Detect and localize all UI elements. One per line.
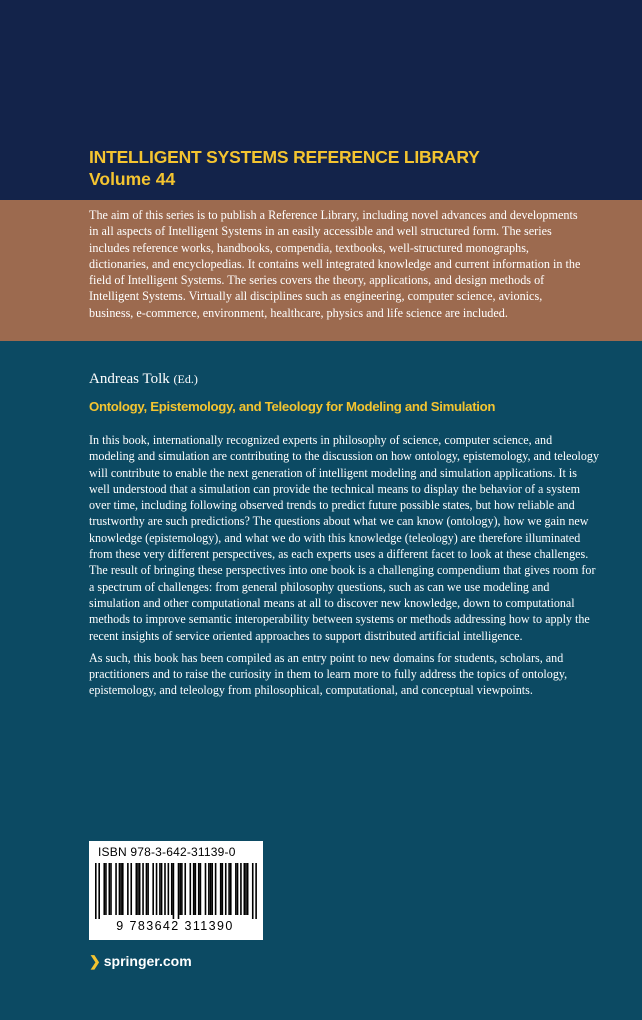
series-volume: Volume 44 (89, 169, 176, 189)
barcode-bar (146, 863, 148, 915)
chevron-right-icon: ❯ (89, 952, 101, 969)
barcode-bar (161, 863, 163, 915)
barcode-bar (130, 863, 132, 915)
barcode-bar (237, 863, 239, 915)
barcode-bar (247, 863, 249, 915)
barcode-bar (252, 863, 254, 919)
barcode-bar (244, 863, 246, 915)
barcode-bar (147, 863, 149, 915)
barcode-bar (120, 863, 122, 915)
barcode-bar (211, 863, 213, 915)
isbn-label: ISBN 978-3-642-31139-0 (98, 845, 236, 859)
barcode-bar (173, 863, 175, 919)
barcode-bar (222, 863, 224, 915)
barcode-bar (235, 863, 237, 915)
book-blurb (89, 432, 599, 699)
barcode-bar (184, 863, 186, 915)
barcode-graphic (95, 863, 257, 919)
barcode-bar (127, 863, 129, 915)
blurb-paragraph: In this book, internationally recognized experts in philosophy of science, computer science, and modeling and simulation are contributing to the discussion on how ontology, epistemology, and teleology will contribute to enable the next generation of intelligent modeling and simulation applications. It is well understood that a simulation can provide the technical means to display the behavior of a system over time, including following observed trends to predict future possible states, but how reliable and trustworthy are such predictions? The questions about what we can know (ontology), how we gain new knowledge (epistemology), and what we do with this knowledge (teleology) are therefore illuminated from these very different perspectives, as each experts uses a different facet to look at these challenges. The result of bringing these perspectives into one book is a challenging compendium that gives room for a spectrum of challenges: from general philosophy questions, such as can we use modeling and simulation and other computational means at all to discover new knowledge, down to computational methods to improve semantic interoperability between systems or methods addressing how to apply the recent insights of service oriented approaches to support distributed artificial intelligence. (89, 433, 599, 643)
barcode-bar (228, 863, 230, 915)
barcode-bar (255, 863, 257, 919)
barcode-bar (210, 863, 212, 915)
barcode-bar (190, 863, 192, 915)
barcode-digits: 9 783642 311390 (116, 919, 234, 933)
barcode-bar (215, 863, 217, 915)
barcode-bar (152, 863, 154, 915)
barcode-bar (205, 863, 207, 915)
barcode-bar (137, 863, 139, 915)
barcode-bar (168, 863, 170, 915)
barcode-bar (109, 863, 111, 915)
barcode-bar (198, 863, 200, 915)
barcode-bar (245, 863, 247, 915)
author-name: Andreas Tolk (89, 371, 170, 387)
barcode-bar (95, 863, 97, 919)
author-line (89, 371, 198, 388)
series-description: The aim of this series is to publish a Reference Library, including novel advances and developments in all aspects of Intelligent Systems in an easily accessible and well structured form. The series includes reference works, handbooks, compendia, textbooks, well-structured monographs, dictionaries, and encyclopedias. It contains well integrated knowledge and current information in the field of Intelligent Systems. The series covers the theory, applications, and design methods of Intelligent Systems. Virtually all disciplines such as engineering, computer science, avionics, business, e-commerce, environment, healthcare, physics and life science are included. (89, 208, 581, 320)
barcode-bar (142, 863, 144, 915)
barcode-bar (200, 863, 202, 915)
barcode-bar (220, 863, 222, 915)
barcode-bar (240, 863, 242, 915)
barcode-bar (195, 863, 197, 915)
barcode-bar (103, 863, 105, 915)
barcode-bar (136, 863, 138, 915)
barcode-box (89, 841, 263, 940)
barcode-bar (193, 863, 195, 915)
barcode-bar (230, 863, 232, 915)
book-title: Ontology, Epistemology, and Teleology for Modeling and Simulation (89, 399, 496, 414)
barcode-bar (122, 863, 124, 915)
barcode-bar (171, 863, 173, 915)
barcode-bar (178, 863, 180, 919)
barcode-bar (179, 863, 181, 915)
barcode-bar (159, 863, 161, 915)
barcode-bar (98, 863, 100, 919)
publisher-site-label: springer.com (103, 953, 192, 969)
barcode-bar (119, 863, 121, 915)
barcode-bar (225, 863, 227, 915)
series-title: INTELLIGENT SYSTEMS REFERENCE LIBRARY (89, 147, 480, 167)
author-role: (Ed.) (173, 372, 198, 386)
publisher-site[interactable] (89, 951, 192, 971)
barcode-bar (208, 863, 210, 915)
barcode-bar (181, 863, 183, 915)
barcode-bar (164, 863, 166, 915)
barcode-bar (156, 863, 158, 915)
barcode-bar (105, 863, 107, 915)
barcode-bar (110, 863, 112, 915)
blurb-paragraph: As such, this book has been compiled as an entry point to new domains for students, scholars, and practitioners and to raise the curiosity in them to learn more to fully address the topics of ontology, epistemology, and teleology from philosophical, computational, and conceptual viewpoints. (89, 650, 568, 698)
barcode-bar (115, 863, 117, 915)
barcode-bar (139, 863, 141, 915)
